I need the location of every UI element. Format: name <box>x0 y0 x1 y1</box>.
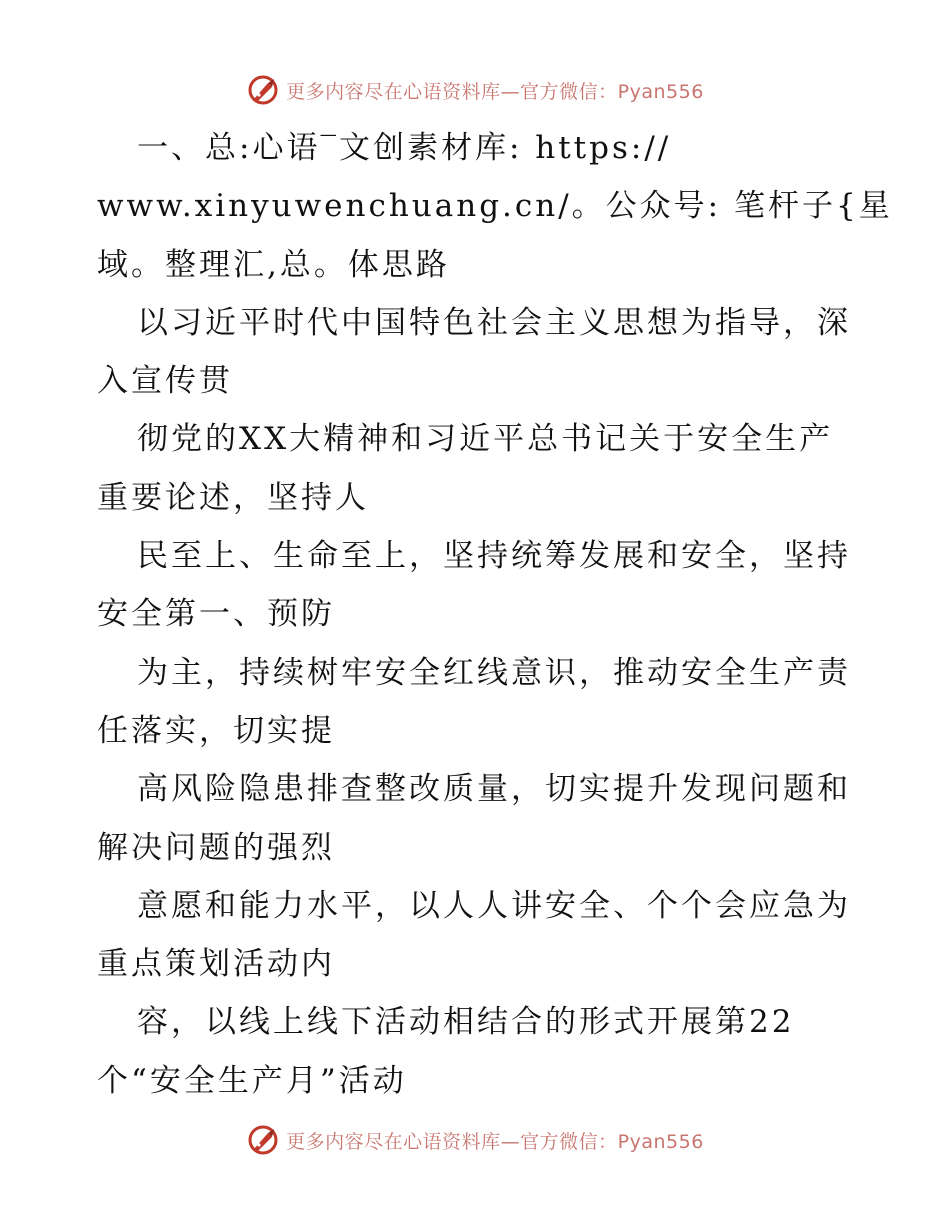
text-line-1: 一、总:心语‾文创素材库: https:// <box>137 130 672 166</box>
text-line-9: 安全第一、预防 <box>97 596 335 633</box>
text-line-13: 解决问题的强烈 <box>97 829 335 866</box>
document-body <box>97 119 893 1110</box>
text-line-11: 任落实，切实提 <box>97 712 335 749</box>
text-line-4: 以习近平时代中国特色社会主义思想为指导，深 <box>137 304 851 341</box>
pen-nib-logo-icon <box>246 73 280 107</box>
text-line-16: 容，以线上线下活动相结合的形式开展第22 <box>137 1004 795 1041</box>
text-line-6: 彻党的XX大精神和习近平总书记关于安全生产 <box>137 421 834 458</box>
text-line-14: 意愿和能力水平，以人人讲安全、个个会应急为 <box>137 887 851 924</box>
header-banner <box>0 70 950 110</box>
text-line-3: 域。整理汇,总。体思路 <box>97 246 450 283</box>
pen-nib-logo-icon <box>246 1123 280 1157</box>
footer-banner <box>0 1120 950 1160</box>
text-line-15: 重点策划活动内 <box>97 946 335 983</box>
text-line-8: 民至上、生命至上，坚持统筹发展和安全，坚持 <box>137 538 851 575</box>
text-line-17: 个“安全生产月”活动 <box>97 1062 407 1099</box>
text-line-2: www.xinyuwenchuang.cn/。公众号: 笔杆子{星 <box>97 188 893 225</box>
text-line-12: 高风险隐患排查整改质量，切实提升发现问题和 <box>137 771 851 808</box>
text-line-5: 入宣传贯 <box>97 363 233 400</box>
text-line-10: 为主，持续树牢安全红线意识，推动安全生产责 <box>137 654 851 691</box>
footer-banner-text: 更多内容尽在心语资料库—官方微信：Pyan556 <box>286 1130 704 1153</box>
header-banner-text: 更多内容尽在心语资料库—官方微信：Pyan556 <box>286 80 704 103</box>
text-line-7: 重要论述，坚持人 <box>97 479 369 516</box>
